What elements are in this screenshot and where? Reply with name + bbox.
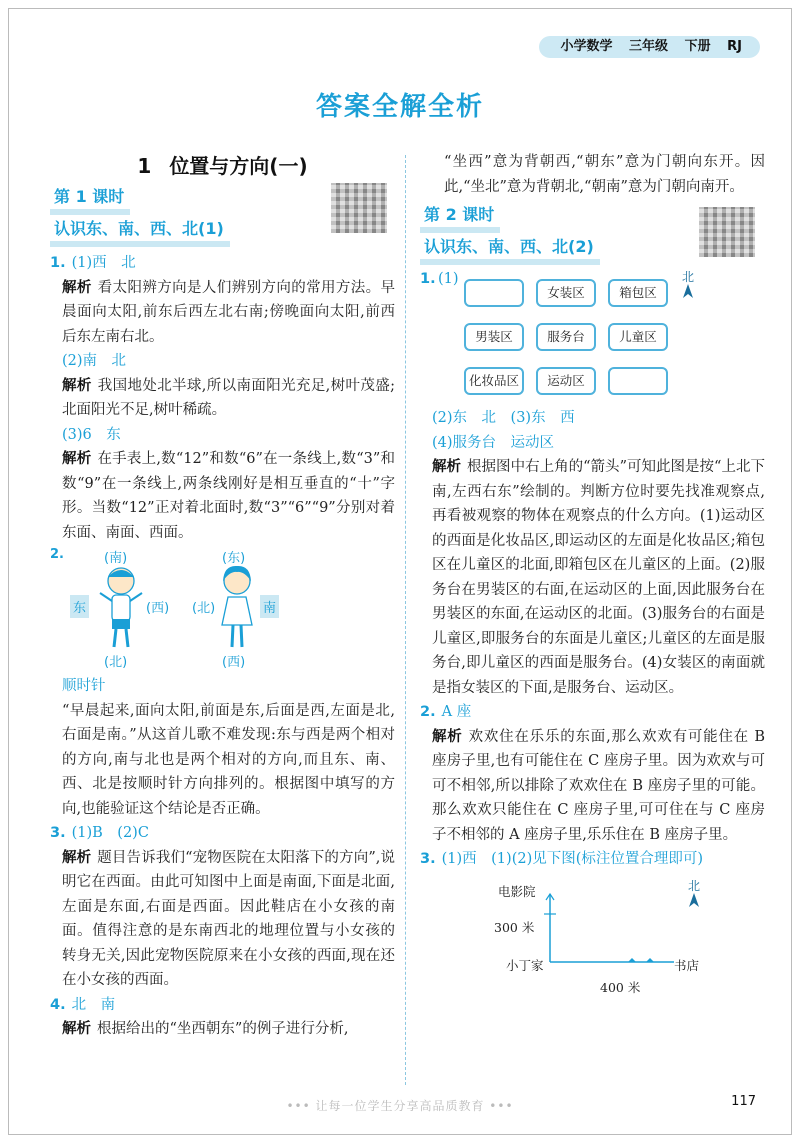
q1-explanation-3: 在手表上,数“12”和数“6”在一条线上,数“3”和数“9”在一条线上,两条线刚好是相互垂直的“十”字形。当数“12”正对着北面时,数“3”“6”“9”分别对着东面、南面、西面。: [62, 451, 396, 541]
lesson1-title: 第 1 课时: [50, 187, 130, 215]
boy-bottom-direction: (北): [104, 655, 128, 670]
analysis-label: 解析: [62, 377, 92, 394]
lesson1-subtitle: 认识东、南、西、北(1): [50, 219, 230, 247]
column-divider: [405, 155, 406, 1085]
q2-explanation: “早晨起来,面向太阳,前面是东,后面是西,左面是北,右面是南。”从这首儿歌不难发现:东与西是两个相对的方向,南与北也是两个相对的方向,而且东、南、西、北是按顺时针方向排列的。根据图中填写的方向,也能验证这个结论是否正确。: [62, 702, 395, 817]
q1-store-map: [420, 271, 765, 406]
map-box-bags: 箱包区: [608, 279, 668, 307]
map-horizontal-distance: 400 米: [600, 979, 641, 995]
map-box-empty-2: [608, 367, 668, 395]
right-column: [420, 150, 765, 1006]
qr-code-icon[interactable]: [331, 183, 387, 233]
girl-left-direction: (北): [192, 601, 216, 616]
q2-number: 2.: [50, 547, 64, 562]
map-shop-label: 书店: [674, 957, 700, 973]
q2r-answer: A 座: [441, 704, 472, 720]
header-subject: 小学数学: [560, 39, 613, 54]
map-north-arrow-icon: [688, 880, 700, 910]
q4-number: 4.: [50, 996, 66, 1013]
unit-name: 位置与方向(一): [169, 154, 308, 178]
q1-explanation-2: 我国地处北半球,所以南面阳光充足,树叶茂盛;北面阳光不足,树叶稀疏。: [62, 377, 395, 418]
map-box-sports: 运动区: [536, 367, 596, 395]
q3-answer: (1)B (2)C: [71, 825, 149, 841]
boy-left-direction: 东: [70, 595, 89, 618]
map-vertical-distance: 300 米: [494, 919, 535, 935]
map-box-cosmetics: 化妆品区: [464, 367, 524, 395]
q1r-explanation: 根据图中右上角的“箭头”可知此图是按“上北下南,左西右东”绘制的。判断方位时要先找准观察点,再看被观察的物体在观察点的什么方向。(1)运动区的西面是化妆品区,即运动区的左面是化妆品区;箱包区在儿童区的北面,即箱包区在儿童区的上面。(2)服务台在男装区的右面,在运动区的上面,因此服务台在男装区的东面,在运动区的北面。(3)服务台的右面是儿童区,即服务台的东面是儿童区;儿童区的左面是服务台,即儿童区的西面是服务台。(4)女装区的南面就是指女装区的下面,是服务台、运动区。: [432, 459, 765, 696]
footer-slogan: ••• 让每一位学生分享高品质教育 •••: [286, 1099, 514, 1113]
girl-top-direction: (东): [222, 551, 246, 566]
map-north-label: 北: [688, 878, 701, 893]
q3r-number: 3.: [420, 851, 436, 867]
q2r-number: 2.: [420, 704, 436, 720]
q4-continuation: “坐西”意为背朝西,“朝东”意为门朝向东开。因此,“坐北”意为背朝北,“朝南”意为门朝向南开。: [444, 154, 765, 195]
girl-right-direction: 南: [260, 595, 279, 618]
map-home-label: 小丁家: [506, 957, 544, 973]
map-box-kids: 儿童区: [608, 323, 668, 351]
page-number: 117: [731, 1094, 756, 1109]
q1r-number: 1.: [420, 271, 436, 287]
analysis-label: 解析: [62, 1021, 91, 1037]
analysis-label: 解析: [432, 459, 462, 475]
lesson2-subtitle: 认识东、南、西、北(2): [420, 237, 600, 265]
north-arrow-icon: [682, 271, 694, 301]
q3r-answer: (1)西 (1)(2)见下图(标注位置合理即可): [441, 851, 704, 867]
map-box-empty-1: [464, 279, 524, 307]
lesson2-header: [420, 205, 765, 265]
boy-top-direction: (南): [104, 551, 128, 566]
page-title: 答案全解全析: [315, 92, 484, 122]
boy-right-direction: (西): [146, 601, 170, 616]
q3-route-map: [420, 876, 765, 1006]
lesson1-header: [50, 187, 395, 247]
map-cinema-label: 电影院: [498, 883, 536, 899]
q4-answer: 北 南: [71, 996, 116, 1013]
q1-explanation-1: 看太阳辨方向是人们辨别方向的常用方法。早晨面向太阳,前东后西左北右南;傍晚面向太阳,前西后东左南右北。: [62, 279, 396, 345]
q1r-answer-4: (4)服务台 运动区: [432, 434, 555, 451]
girl-bottom-direction: (西): [222, 655, 246, 670]
header-grade: 三年级: [629, 39, 669, 54]
q1-answer-2: (2)南 北: [62, 353, 127, 369]
q1r-answer-2-3: (2)东 北 (3)东 西: [432, 410, 575, 426]
q2-answer: 顺时针: [62, 678, 106, 694]
unit-title: [50, 150, 395, 179]
header-badge: [539, 36, 761, 58]
q4-explanation: 根据给出的“坐西朝东”的例子进行分析,: [97, 1021, 349, 1037]
qr-code-icon[interactable]: [699, 207, 755, 257]
header-edition: RJ: [727, 39, 742, 54]
boy-figure-icon: [96, 563, 146, 653]
analysis-label: 解析: [432, 728, 463, 745]
q3-explanation: 题目告诉我们“宠物医院在太阳落下的方向”,说明它在西面。由此可知图中上面是南面,下面是北面,左面是东面,右面是西面。因此鞋店在小女孩的南面。值得注意的是东南西北的地理位置与小女孩的转身无关,因此宠物医院原来在小女孩的西面,现在还在小女孩的西面。: [62, 849, 395, 988]
left-column: [50, 150, 395, 1042]
q3-number: 3.: [50, 825, 66, 841]
north-label: 北: [682, 270, 695, 284]
map-axes-icon: [540, 890, 680, 970]
header-volume: 下册: [684, 39, 711, 54]
q2r-explanation: 欢欢住在乐乐的东面,那么欢欢有可能住在 B 座房子里,也有可能住在 C 座房子里。因为欢欢与可可不相邻,所以排除了欢欢住在 B 座房子里的可能。那么欢欢只能住在 C 座房子里,可可住在与 C 座房子不相邻的 A 座房子里,乐乐住在 B 座房子里。: [432, 728, 766, 843]
map-box-service: 服务台: [536, 323, 596, 351]
analysis-label: 解析: [62, 849, 92, 866]
map-box-womens: 女装区: [536, 279, 596, 307]
analysis-label: 解析: [62, 451, 92, 467]
q1-number: 1.: [50, 255, 66, 271]
lesson2-title: 第 2 课时: [420, 205, 500, 233]
unit-number: 1: [137, 154, 152, 178]
map-box-mens: 男装区: [464, 323, 524, 351]
q2-figure: [50, 547, 395, 672]
analysis-label: 解析: [62, 279, 92, 296]
girl-figure-icon: [214, 563, 260, 653]
q1-answer-3: (3)6 东: [62, 426, 121, 443]
q1r-label: (1): [438, 271, 459, 287]
q1-answer-1: (1)西 北: [71, 255, 136, 271]
